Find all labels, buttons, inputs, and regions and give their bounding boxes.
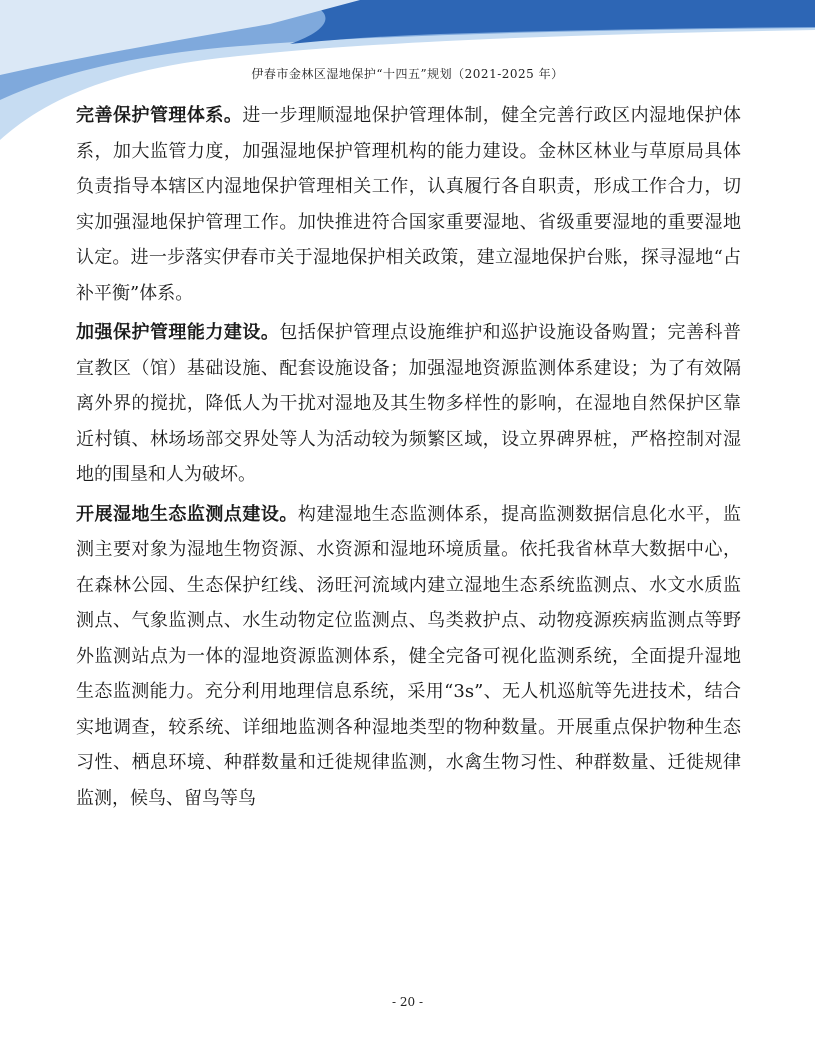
page-number: - 20 - <box>391 995 423 1009</box>
document-body <box>76 98 741 818</box>
paragraph-lead: 开展湿地生态监测点建设。 <box>76 503 298 525</box>
paragraph-capacity-building <box>76 315 741 493</box>
document-header-title: 伊春市金林区湿地保护“十四五”规划（2021-2025 年） <box>251 67 564 81</box>
paragraph-management-system <box>76 98 741 311</box>
paragraph-text: 包括保护管理点设施维护和巡护设施设备购置；完善科普宣教区（馆）基础设施、配套设施设备；加强湿地资源监测体系建设；为了有效隔离外界的搅扰，降低人为干扰对湿地及其生物多样性的影响，在湿地自然保护区靠近村镇、林场场部交界处等人为活动较为频繁区域，设立界碑界桩，严格控制对湿地的围垦和人为破坏。 <box>76 322 741 485</box>
paragraph-lead: 完善保护管理体系。 <box>76 105 243 126</box>
paragraph-text: 进一步理顺湿地保护管理体制，健全完善行政区内湿地保护体系，加大监管力度，加强湿地保护管理机构的能力建设。金林区林业与草原局具体负责指导本辖区内湿地保护管理相关工作，认真履行各自职责，形成工作合力，切实加强湿地保护管理工作。加快推进符合国家重要湿地、省级重要湿地的重要湿地认定。进一步落实伊春市关于湿地保护相关政策，建立湿地保护台账，探寻湿地“占补平衡”体系。 <box>76 105 742 304</box>
paragraph-monitoring-stations <box>76 497 741 817</box>
banner-dark-swoosh <box>290 0 815 44</box>
paragraph-text: 构建湿地生态监测体系，提高监测数据信息化水平，监测主要对象为湿地生物资源、水资源和湿地环境质量。依托我省林草大数据中心，在森林公园、生态保护红线、汤旺河流域内建立湿地生态系统监测点、水文水质监测点、气象监测点、水生动物定位监测点、鸟类救护点、动物疫源疾病监测点等野外监测站点为一体的湿地资源监测体系，健全完备可视化监测系统，全面提升湿地生态监测能力。充分利用地理信息系统，采用“3s”、无人机巡航等先进技术，结合实地调查，较系统、详细地监测各种湿地类型的物种数量。开展重点保护物种生态习性、栖息环境、种群数量和迁徙规律监测，水禽生物习性、种群数量、迁徙规律监测，候鸟、留鸟等鸟 <box>76 503 741 809</box>
paragraph-lead: 加强保护管理能力建设。 <box>76 322 280 343</box>
